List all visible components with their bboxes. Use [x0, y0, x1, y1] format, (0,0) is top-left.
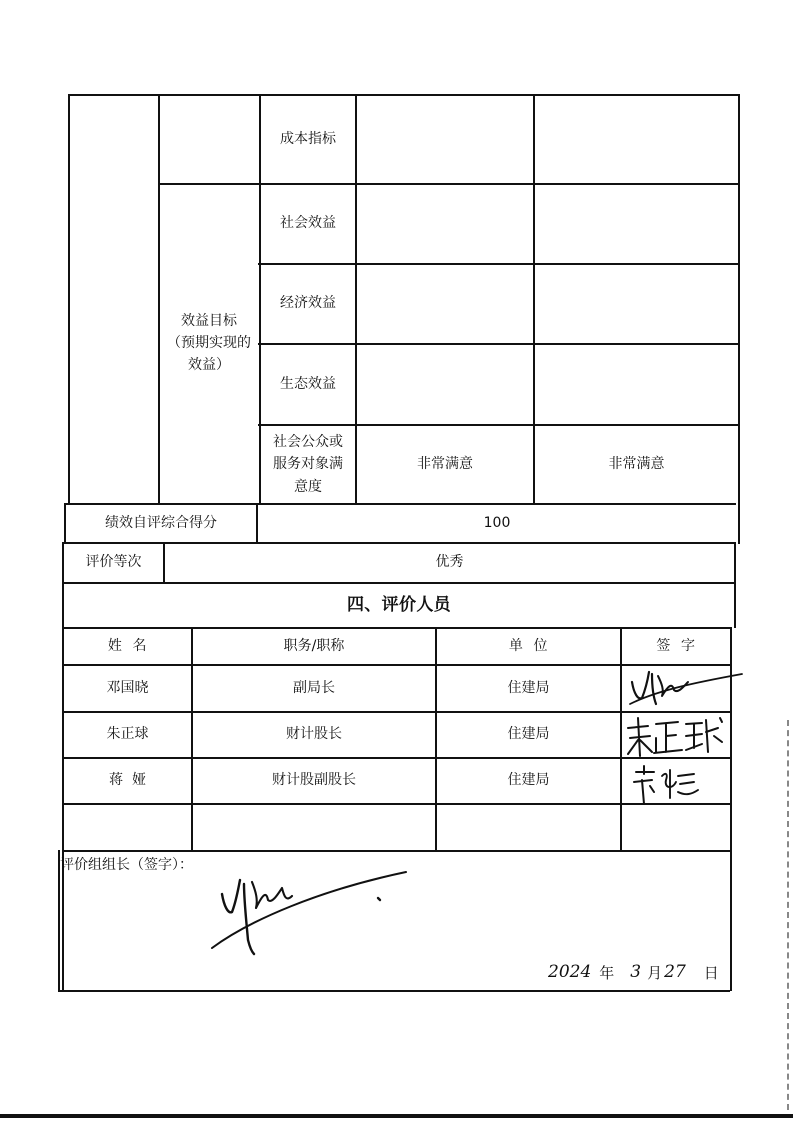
section-title: 四、评价人员: [346, 594, 452, 615]
date-line: [548, 958, 719, 986]
person-name: 蒋 娅: [109, 772, 146, 789]
score-value: 100: [483, 514, 511, 531]
grade-value: 优秀: [435, 554, 464, 571]
person-unit: 住建局: [507, 726, 550, 743]
person-unit: 住建局: [507, 679, 550, 696]
person-title: 财计股长: [286, 726, 342, 743]
header-name: 姓 名: [107, 637, 148, 654]
benefit-target-label: 效益目标 （预期实现的 效益）: [167, 313, 251, 373]
satisfaction-label: 社会公众或 服务对象满 意度: [273, 433, 343, 495]
date-day: 27: [664, 962, 686, 982]
scan-edge-mark: [785, 720, 789, 1110]
satisfaction-actual-value: 非常满意: [608, 455, 665, 472]
person-title: 副局长: [293, 679, 335, 696]
row-divider: [62, 850, 730, 852]
date-year-suffix: 年: [599, 963, 615, 982]
satisfaction-target-value: 非常满意: [417, 455, 473, 472]
score-label: 绩效自评综合得分: [105, 514, 217, 531]
person-name: 邓国晓: [106, 679, 149, 696]
leader-signature-image: [200, 860, 430, 960]
social-benefit-label: 社会效益: [280, 215, 336, 232]
header-signature: 签 字: [656, 637, 696, 654]
table-border-right: [738, 94, 740, 544]
header-title: 职务/职称: [283, 637, 345, 654]
table-border-right: [734, 582, 736, 628]
table-border-left: [68, 94, 70, 504]
header-unit: 单 位: [508, 637, 549, 654]
page-bottom-edge: [0, 1114, 793, 1118]
person-title: 财计股副股长: [272, 772, 356, 789]
ecological-benefit-label: 生态效益: [280, 375, 336, 392]
signature-2-image: [622, 712, 732, 760]
date-year: 2024: [548, 962, 592, 982]
table-border-top: [68, 94, 740, 96]
table-border-right: [734, 542, 736, 582]
table-border-bottom: [58, 990, 730, 992]
person-unit: 住建局: [507, 772, 550, 789]
signature-3-image: [628, 762, 718, 808]
grade-label: 评价等次: [85, 554, 142, 571]
signature-1-image: [618, 664, 748, 714]
person-name: 朱正球: [106, 726, 149, 743]
economic-benefit-label: 经济效益: [280, 295, 336, 312]
leader-signature-label: 评价组组长（签字）：: [60, 857, 193, 874]
date-month-suffix: 月: [647, 963, 663, 982]
col-divider: [259, 94, 261, 504]
cost-indicator-label: 成本指标: [280, 130, 336, 147]
date-day-suffix: 日: [703, 963, 719, 982]
date-month: 3: [630, 962, 642, 982]
